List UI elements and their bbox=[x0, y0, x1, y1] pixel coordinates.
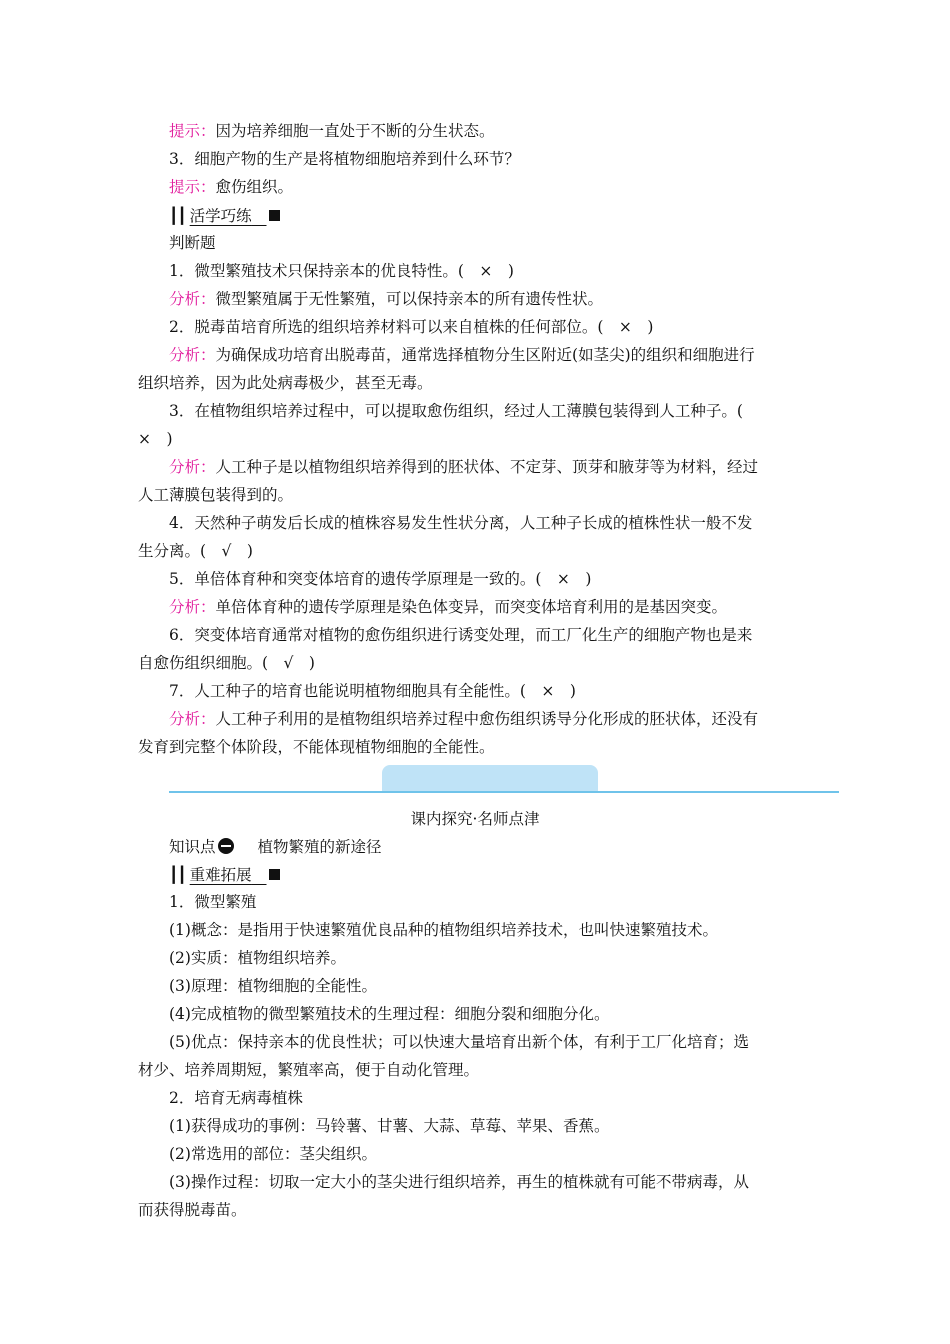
analysis-line bbox=[169, 457, 758, 477]
content-paragraph: (2)实质：植物组织培养。 bbox=[169, 949, 346, 967]
content-paragraph: (4)完成植物的微型繁殖技术的生理过程：细胞分裂和细胞分化。 bbox=[169, 1005, 610, 1023]
analysis-text: 人工薄膜包装得到的。 bbox=[138, 486, 294, 504]
hint-label: 提示： bbox=[169, 178, 216, 196]
content-paragraph: (3)操作过程：切取一定大小的茎尖进行组织培养，再生的植株就有可能不带病毒，从 bbox=[169, 1173, 749, 1191]
analysis-label: 分析： bbox=[169, 598, 216, 616]
question-text: × ) bbox=[138, 430, 173, 448]
question-text: 自愈伤组织细胞。( √ ) bbox=[138, 654, 315, 672]
analysis-text: 组织培养，因为此处病毒极少，甚至无毒。 bbox=[138, 374, 433, 392]
analysis-label: 分析： bbox=[169, 346, 216, 364]
question-text: 4．天然种子萌发后长成的植株容易发生性状分离，人工种子长成的植株性状一般不发 bbox=[169, 514, 753, 532]
analysis-label: 分析： bbox=[169, 710, 216, 728]
question-text: 6．突变体培育通常对植物的愈伤组织进行诱变处理，而工厂化生产的细胞产物也是来 bbox=[169, 626, 753, 644]
analysis-text: 人工种子是以植物组织培养得到的胚状体、不定芽、顶芽和腋芽等为材料，经过 bbox=[215, 458, 759, 476]
content-paragraph: 材少、培养周期短，繁殖率高，便于自动化管理。 bbox=[138, 1061, 480, 1079]
analysis-text: 单倍体育种的遗传学原理是染色体变异，而突变体培育利用的是基因突变。 bbox=[215, 598, 728, 616]
extension-header bbox=[169, 864, 280, 884]
section-divider-line bbox=[169, 791, 839, 793]
knowledge-label: 知识点 bbox=[169, 838, 216, 856]
content-paragraph: (1)获得成功的事例：马铃薯、甘薯、大蒜、草莓、苹果、香蕉。 bbox=[169, 1117, 610, 1135]
content-paragraph: (3)原理：植物细胞的全能性。 bbox=[169, 977, 377, 995]
content-paragraph: (1)概念：是指用于快速繁殖优良品种的植物组织培养技术，也叫快速繁殖技术。 bbox=[169, 921, 718, 939]
content-heading: 2．培育无病毒植株 bbox=[169, 1089, 303, 1107]
content-paragraph: 而获得脱毒苗。 bbox=[138, 1201, 247, 1219]
header-bars-icon: ┃┃ bbox=[169, 205, 186, 225]
content-paragraph: (2)常选用的部位：茎尖组织。 bbox=[169, 1145, 377, 1163]
circled-number-one-icon bbox=[218, 838, 234, 854]
question-text: 3．细胞产物的生产是将植物细胞培养到什么环节？ bbox=[169, 150, 520, 168]
analysis-line bbox=[169, 345, 755, 365]
hint-line bbox=[169, 177, 293, 197]
knowledge-title: 植物繁殖的新途径 bbox=[257, 838, 382, 856]
analysis-line bbox=[169, 289, 603, 309]
question-text: 2．脱毒苗培育所选的组织培养材料可以来自植株的任何部位。( × ) bbox=[169, 318, 654, 336]
hint-label: 提示： bbox=[169, 122, 216, 140]
hint-line bbox=[169, 121, 495, 141]
header-bars-icon: ┃┃ bbox=[169, 864, 186, 884]
analysis-line bbox=[169, 709, 758, 729]
question-text: 生分离。( √ ) bbox=[138, 542, 253, 560]
hint-text: 因为培养细胞一直处于不断的分生状态。 bbox=[215, 122, 495, 140]
question-type: 判断题 bbox=[169, 234, 216, 252]
practice-header-title: 活学巧练 bbox=[189, 207, 252, 225]
analysis-label: 分析： bbox=[169, 290, 216, 308]
section-divider-tab bbox=[382, 765, 598, 792]
practice-header bbox=[169, 205, 280, 225]
analysis-line bbox=[169, 597, 727, 617]
analysis-label: 分析： bbox=[169, 458, 216, 476]
analysis-text: 人工种子利用的是植物组织培养过程中愈伤组织诱导分化形成的胚状体，还没有 bbox=[215, 710, 759, 728]
question-text: 1．微型繁殖技术只保持亲本的优良特性。( × ) bbox=[169, 262, 514, 280]
content-paragraph: (5)优点：保持亲本的优良性状；可以快速大量培育出新个体，有利于工厂化培育；选 bbox=[169, 1033, 749, 1051]
hint-text: 愈伤组织。 bbox=[215, 178, 294, 196]
square-icon bbox=[269, 210, 280, 221]
question-text: 3．在植物组织培养过程中，可以提取愈伤组织，经过人工薄膜包装得到人工种子。( bbox=[169, 402, 743, 420]
analysis-text: 微型繁殖属于无性繁殖，可以保持亲本的所有遗传性状。 bbox=[215, 290, 604, 308]
question-text: 7．人工种子的培育也能说明植物细胞具有全能性。( × ) bbox=[169, 682, 576, 700]
analysis-text: 为确保成功培育出脱毒苗，通常选择植物分生区附近(如茎尖)的组织和细胞进行 bbox=[215, 346, 755, 364]
square-icon bbox=[269, 869, 280, 880]
question-text: 5．单倍体育种和突变体培育的遗传学原理是一致的。( × ) bbox=[169, 570, 592, 588]
section-title: 课内探究·名师点津 bbox=[410, 810, 540, 828]
knowledge-point bbox=[169, 837, 382, 857]
content-heading: 1．微型繁殖 bbox=[169, 893, 257, 911]
analysis-text: 发育到完整个体阶段，不能体现植物细胞的全能性。 bbox=[138, 738, 495, 756]
extension-header-title: 重难拓展 bbox=[189, 866, 252, 884]
